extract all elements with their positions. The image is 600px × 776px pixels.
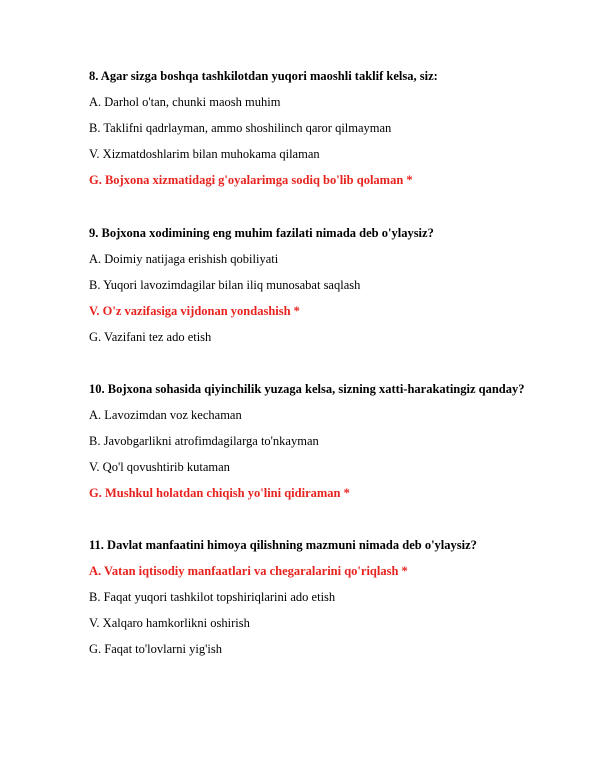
answer-option-g-correct: G. Bojxona xizmatidagi g'oyalarimga sodiq bo'lib qolaman * [89,173,413,187]
answer-option-b: B. Faqat yuqori tashkilot topshiriqlarini ado etish [89,590,336,604]
answer-option-v: V. Xalqaro hamkorlikni oshirish [89,616,250,630]
answer-option-v: V. Qo'l qovushtirib kutaman [89,460,230,474]
question-title: 8. Agar sizga boshqa tashkilotdan yuqori maoshli taklif kelsa, siz: [89,69,438,83]
answer-option-v-correct: V. O'z vazifasiga vijdonan yondashish * [89,304,300,318]
answer-option-g: G. Faqat to'lovlarni yig'ish [89,642,222,656]
question-10 [89,382,529,500]
answer-option-a-correct: A. Vatan iqtisodiy manfaatlari va chegaralarini qo'riqlash * [89,564,408,578]
question-11 [89,538,529,656]
question-title: 10. Bojxona sohasida qiyinchilik yuzaga kelsa, sizning xatti-harakatingiz qanday? [89,382,525,396]
answer-option-a: A. Doimiy natijaga erishish qobiliyati [89,252,279,266]
answer-option-v: V. Xizmatdoshlarim bilan muhokama qilaman [89,147,320,161]
answer-option-a: A. Darhol o'tan, chunki maosh muhim [89,95,281,109]
answer-option-g-correct: G. Mushkul holatdan chiqish yo'lini qidiraman * [89,486,350,500]
answer-option-b: B. Javobgarlikni atrofimdagilarga to'nkayman [89,434,319,448]
answer-option-b: B. Taklifni qadrlayman, ammo shoshilinch qaror qilmayman [89,121,392,135]
answer-option-a: A. Lavozimdan voz kechaman [89,408,242,422]
answer-option-g: G. Vazifani tez ado etish [89,330,212,344]
answer-option-b: B. Yuqori lavozimdagilar bilan iliq munosabat saqlash [89,278,361,292]
question-title: 11. Davlat manfaatini himoya qilishning mazmuni nimada deb o'ylaysiz? [89,538,477,552]
question-8 [89,69,529,187]
question-title: 9. Bojxona xodimining eng muhim fazilati nimada deb o'ylaysiz? [89,226,434,240]
question-9 [89,226,529,344]
